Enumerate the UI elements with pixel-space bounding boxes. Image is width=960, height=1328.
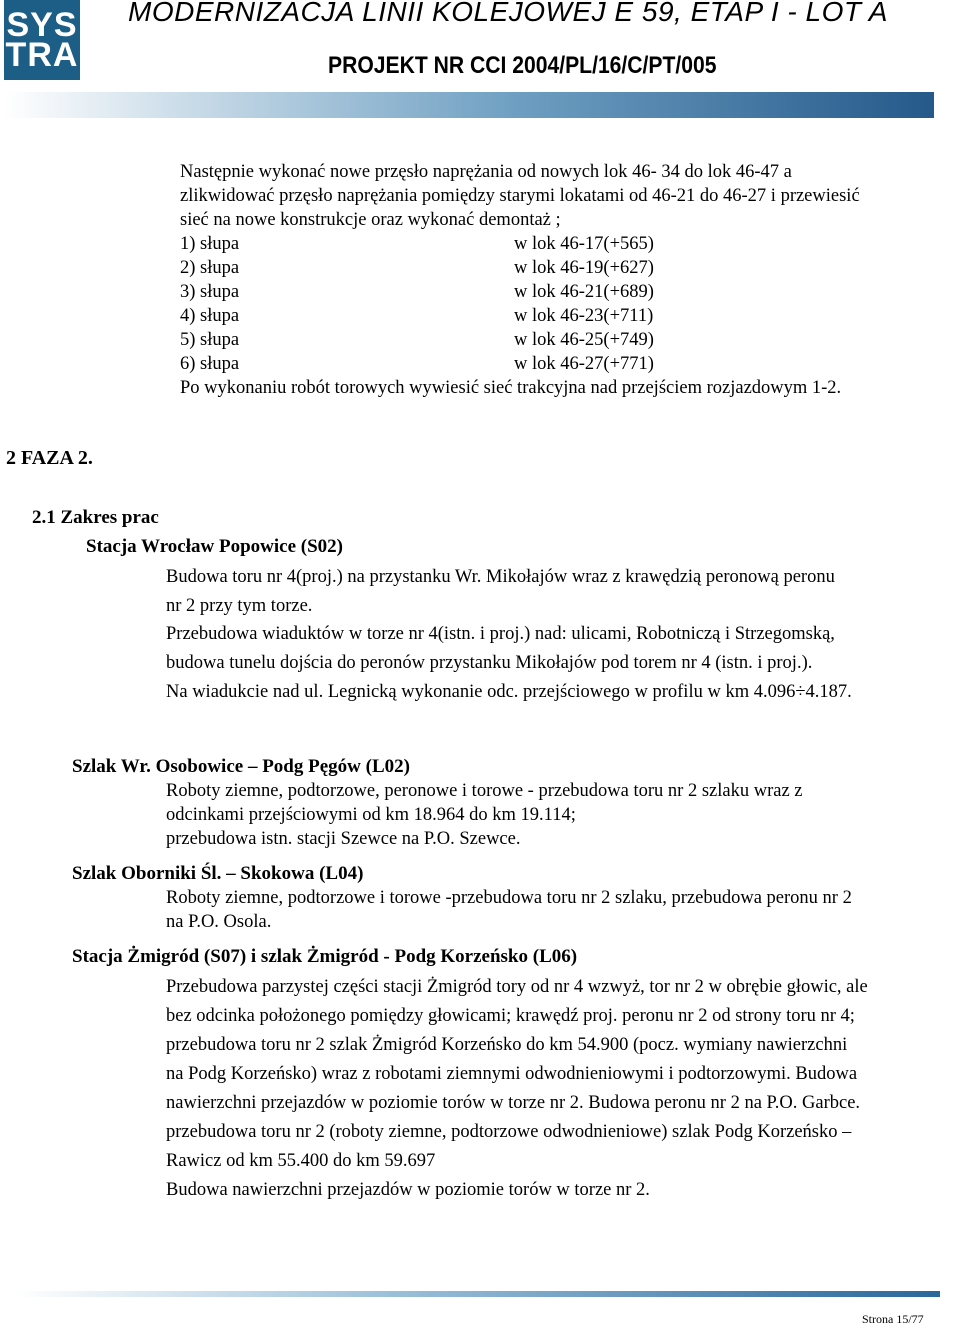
header-subtitle: PROJEKT NR CCI 2004/PL/16/C/PT/005	[328, 52, 717, 79]
list-item-label: 4) słupa	[180, 306, 240, 326]
list-item-location: w lok 46-25(+749)	[514, 330, 654, 350]
station-title: Szlak Oborniki Śl. – Skokowa (L04)	[72, 863, 364, 884]
list-item-label: 6) słupa	[180, 354, 240, 374]
intro-line: Następnie wykonać nowe przęsło naprężania od nowych lok 46- 34 do lok 46-47 a	[180, 162, 792, 182]
station-line: Przebudowa parzystej części stacji Żmigród tory od nr 4 wzwyż, tor nr 2 w obrębie głowic, ale	[166, 977, 868, 997]
station-line: budowa tunelu dojścia do peronów przystanku Mikołajów pod torem nr 4 (istn. i proj.).	[166, 653, 813, 673]
list-item-location: w lok 46-27(+771)	[514, 354, 654, 374]
station-line: Budowa nawierzchni przejazdów w poziomie torów w torze nr 2.	[166, 1180, 650, 1200]
station-line: odcinkami przejściowymi od km 18.964 do km 19.114;	[166, 805, 576, 825]
station-line: Na wiadukcie nad ul. Legnicką wykonanie odc. przejściowego w profilu w km 4.096÷4.187.	[166, 682, 852, 702]
station-line: Rawicz od km 55.400 do km 59.697	[166, 1151, 436, 1171]
station-title: Stacja Wrocław Popowice (S02)	[86, 536, 344, 557]
section-heading: 2.1 Zakres prac	[32, 507, 159, 528]
phase-heading: 2 FAZA 2.	[6, 447, 93, 469]
header-gradient-bar	[4, 92, 934, 118]
station-line: na Podg Korzeńsko) wraz z robotami ziemnymi odwodnieniowymi i podtorzowymi. Budowa	[166, 1064, 858, 1084]
station-line: Przebudowa wiaduktów w torze nr 4(istn. i proj.) nad: ulicami, Robotniczą i Strzegomską,	[166, 624, 835, 644]
list-item-location: w lok 46-23(+711)	[514, 306, 654, 326]
station-line: nr 2 przy tym torze.	[166, 596, 313, 616]
list-item-label: 1) słupa	[180, 234, 240, 254]
list-item-label: 5) słupa	[180, 330, 240, 350]
station-title: Stacja Żmigród (S07) i szlak Żmigród - Podg Korzeńsko (L06)	[72, 946, 578, 967]
intro-line: sieć na nowe konstrukcje oraz wykonać demontaż ;	[180, 210, 561, 230]
logo-text-bottom: TRA	[5, 36, 79, 74]
station-line: nawierzchni przejazdów w poziomie torów w torze nr 2. Budowa peronu nr 2 na P.O. Garbce.	[166, 1093, 861, 1113]
station-line: przebudowa toru nr 2 szlak Żmigród Korzeńsko do km 54.900 (pocz. wymiany nawierzchni	[166, 1035, 848, 1055]
station-line: przebudowa istn. stacji Szewce na P.O. Szewce.	[166, 829, 521, 849]
station-line: Budowa toru nr 4(proj.) na przystanku Wr. Mikołajów wraz z krawędzią peronową peronu	[166, 567, 835, 587]
station-line: Roboty ziemne, podtorzowe, peronowe i torowe - przebudowa toru nr 2 szlaku wraz z	[166, 781, 803, 801]
intro-closing: Po wykonaniu robót torowych wywiesić sieć trakcyjna nad przejściem rozjazdowym 1-2.	[180, 378, 842, 398]
logo-text-top: SYS	[6, 6, 78, 44]
list-item-location: w lok 46-19(+627)	[514, 258, 654, 278]
page-number: Strona 15/77	[862, 1312, 924, 1326]
intro-line: zlikwidować przęsło naprężania pomiędzy starymi lokatami od 46-21 do 46-27 i przewiesić	[180, 186, 860, 206]
station-line: przebudowa toru nr 2 (roboty ziemne, podtorzowe odwodnieniowe) szlak Podg Korzeńsko –	[166, 1122, 852, 1142]
list-item-label: 3) słupa	[180, 282, 240, 302]
station-line: bez odcinka położonego pomiędzy głowicami; krawędź proj. peronu nr 2 od strony toru nr 4;	[166, 1006, 855, 1026]
station-line: Roboty ziemne, podtorzowe i torowe -przebudowa toru nr 2 szlaku, przebudowa peronu nr 2	[166, 888, 852, 908]
systra-logo	[4, 0, 80, 80]
station-title: Szlak Wr. Osobowice – Podg Pęgów (L02)	[72, 756, 410, 777]
station-line: na P.O. Osola.	[166, 912, 272, 932]
list-item-location: w lok 46-17(+565)	[514, 234, 654, 254]
list-item-location: w lok 46-21(+689)	[514, 282, 654, 302]
header-title: MODERNIZACJA LINII KOLEJOWEJ E 59, ETAP I - LOT A	[128, 0, 888, 27]
list-item-label: 2) słupa	[180, 258, 240, 278]
footer-gradient-bar	[14, 1291, 940, 1297]
